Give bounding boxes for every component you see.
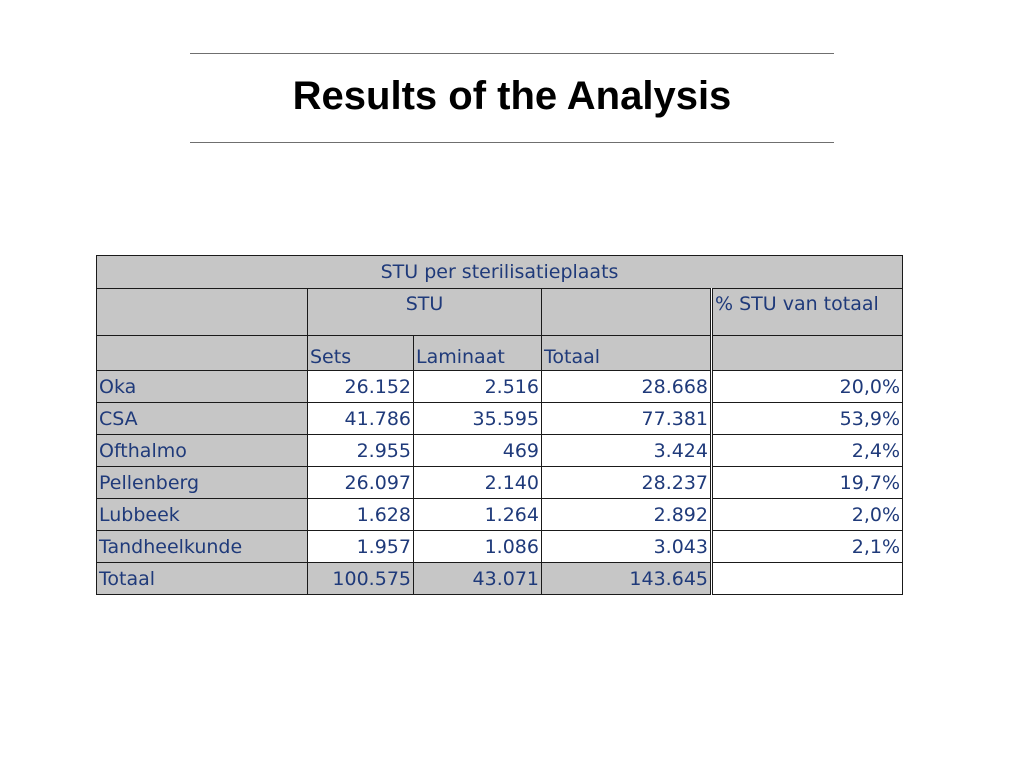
cell-sets: 1.628 [308,499,414,531]
cell-sets: 26.152 [308,371,414,403]
header-pct-group: % STU van totaal [712,289,903,336]
header-blank-cell [97,336,308,371]
table-total-row [97,563,903,595]
total-totaal: 143.645 [542,563,712,595]
stu-table [96,255,903,595]
cell-laminaat: 2.516 [414,371,542,403]
cell-totaal: 28.237 [542,467,712,499]
row-label: CSA [97,403,308,435]
total-sets: 100.575 [308,563,414,595]
header-blank-cell [712,336,903,371]
header-totaal: Totaal [542,336,712,371]
cell-totaal: 2.892 [542,499,712,531]
cell-sets: 1.957 [308,531,414,563]
cell-pct: 19,7% [712,467,903,499]
cell-laminaat: 1.086 [414,531,542,563]
cell-sets: 26.097 [308,467,414,499]
table-row [97,403,903,435]
header-blank-cell [97,289,308,336]
cell-totaal: 3.424 [542,435,712,467]
table-row [97,531,903,563]
row-label: Lubbeek [97,499,308,531]
table-row [97,467,903,499]
cell-totaal: 3.043 [542,531,712,563]
cell-sets: 2.955 [308,435,414,467]
cell-totaal: 28.668 [542,371,712,403]
table-row [97,499,903,531]
slide-title: Results of the Analysis [292,74,732,118]
cell-pct: 2,1% [712,531,903,563]
header-laminaat: Laminaat [414,336,542,371]
cell-sets: 41.786 [308,403,414,435]
table-row [97,435,903,467]
cell-pct: 2,0% [712,499,903,531]
table-group-header-row [97,289,903,336]
row-label: Tandheelkunde [97,531,308,563]
cell-pct: 2,4% [712,435,903,467]
cell-laminaat: 2.140 [414,467,542,499]
row-label: Ofthalmo [97,435,308,467]
cell-pct: 20,0% [712,371,903,403]
header-blank-cell [542,289,712,336]
table-caption: STU per sterilisatieplaats [97,256,903,289]
title-rule-bottom [190,142,834,143]
cell-pct: 53,9% [712,403,903,435]
header-stu-group: STU [308,289,542,336]
row-label: Oka [97,371,308,403]
row-label: Pellenberg [97,467,308,499]
table-column-header-row [97,336,903,371]
cell-totaal: 77.381 [542,403,712,435]
cell-laminaat: 469 [414,435,542,467]
table-caption-row [97,256,903,289]
total-label: Totaal [97,563,308,595]
title-rule-top [190,53,834,54]
table-row [97,371,903,403]
header-sets: Sets [308,336,414,371]
total-pct [712,563,903,595]
cell-laminaat: 35.595 [414,403,542,435]
cell-laminaat: 1.264 [414,499,542,531]
total-laminaat: 43.071 [414,563,542,595]
